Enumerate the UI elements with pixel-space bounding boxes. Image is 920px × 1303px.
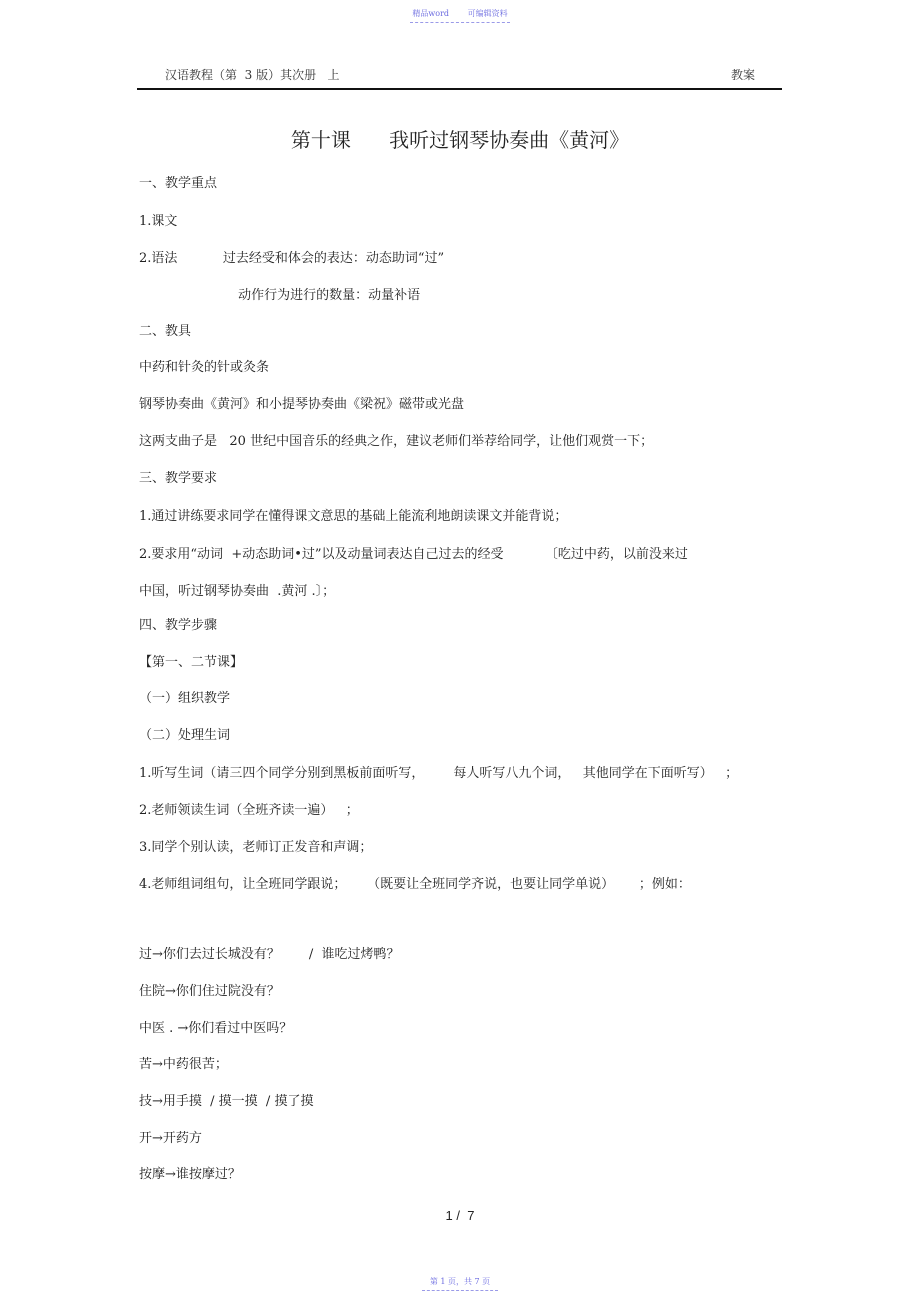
watermark-top-left: 精品word: [412, 9, 450, 18]
text-line: 中国，听过钢琴协奏曲 .黄河 .〕；: [139, 584, 336, 599]
text-line: 四、教学步骤: [139, 618, 218, 633]
text-line: 过→你们去过长城没有？ / 谁吃过烤鸭？: [139, 947, 400, 962]
text-line: 1.课文: [139, 214, 178, 229]
text-line: 4.老师组词组句，让全班同学跟说； （既要让全班同学齐说，也要让同学单说） ；例如：: [139, 877, 691, 892]
text-line: 一、教学重点: [139, 176, 218, 191]
text-line: 按摩→谁按摩过？: [139, 1167, 241, 1182]
text-line: 1.通过讲练要求同学在懂得课文意思的基础上能流利地朗读课文并能背说；: [139, 509, 568, 524]
text-line: 2.语法 过去经受和体会的表达：动态助词“过”: [139, 251, 445, 266]
text-line: 中药和针灸的针或灸条: [139, 360, 270, 375]
text-line: 钢琴协奏曲《黄河》和小提琴协奏曲《梁祝》磁带或光盘: [139, 397, 465, 412]
text-line: 苦→中药很苦；: [139, 1057, 228, 1072]
text-line: 二、教具: [139, 324, 192, 339]
text-line: 动作行为进行的数量：动量补语: [139, 288, 421, 303]
lesson-title: 第十课 我听过钢琴协奏曲《黄河》: [290, 128, 630, 152]
text-line: 1.听写生词（请三四个同学分别到黑板前面听写， 每人听写八九个词， 其他同学在下面听写） ；: [139, 766, 739, 781]
watermark-top-right: 可编辑资料: [467, 9, 508, 18]
header-rule: [137, 88, 782, 90]
watermark-bottom-dashes: [422, 1290, 498, 1291]
header-book-title: 汉语教程（第 3 版）其次册 上: [165, 68, 340, 82]
watermark-bottom: 第 1 页，共 7 页: [429, 1277, 491, 1286]
text-line: （二）处理生词: [139, 728, 231, 743]
header-doc-type: 教案: [730, 68, 755, 82]
text-line: 2.老师领读生词（全班齐读一遍） ；: [139, 803, 359, 818]
watermark-top: [0, 8, 920, 19]
text-line: 2.要求用“动词 +动态助词•过”以及动量词表达自己过去的经受 〔吃过中药，以前没来过: [139, 547, 688, 562]
text-line: 3.同学个别认读，老师订正发音和声调；: [139, 840, 373, 855]
text-line: 中医 . →你们看过中医吗？: [139, 1021, 293, 1036]
text-line: （一）组织教学: [139, 691, 231, 706]
text-line: 【第一、二节课】: [139, 655, 244, 670]
text-line: 开→开药方: [139, 1131, 202, 1146]
page-number: 1 / 7: [445, 1208, 475, 1223]
text-line: 技→用手摸 / 摸一摸 / 摸了摸: [139, 1094, 314, 1109]
watermark-top-dashes: [410, 22, 510, 23]
text-line: 三、教学要求: [139, 471, 218, 486]
text-line: 这两支曲子是 20 世纪中国音乐的经典之作，建议老师们举荐给同学，让他们观赏一下；: [139, 434, 654, 449]
text-line: 住院→你们住过院没有？: [139, 984, 280, 999]
